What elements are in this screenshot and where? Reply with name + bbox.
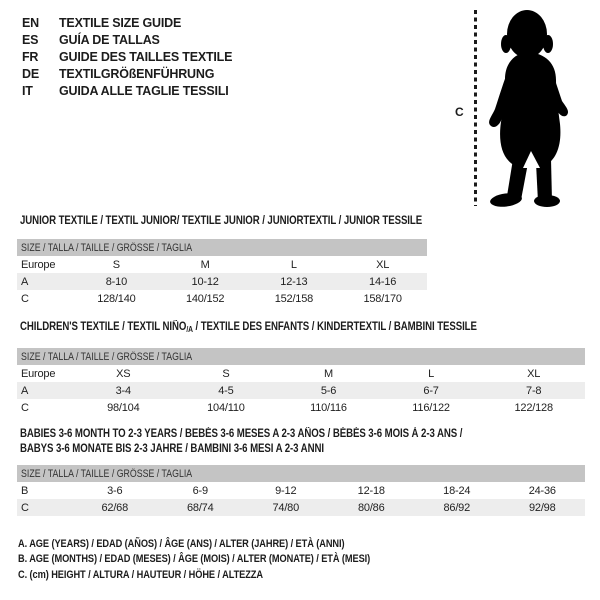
size-cell: 12-18	[357, 484, 385, 497]
size-cell: 140/152	[185, 292, 225, 305]
row-label: A	[17, 273, 72, 290]
footnote-a: A. AGE (YEARS) / EDAD (AÑOS) / ÂGE (ANS) / ALTER (JAHRE) / ETÀ (ANNI)	[18, 538, 345, 550]
size-cell: 128/140	[97, 292, 136, 305]
table-row-age	[17, 382, 585, 399]
size-cell: 3-6	[107, 484, 123, 497]
language-code: IT	[22, 83, 33, 98]
language-code: ES	[22, 32, 39, 47]
size-cell: 12-13	[250, 273, 339, 290]
size-cell: 9-12	[275, 484, 297, 497]
size-cell: M	[200, 258, 210, 271]
row-label: Europe	[21, 258, 56, 271]
size-cell: 80/86	[329, 499, 415, 516]
junior-size-table	[17, 239, 427, 307]
size-cell: 5-6	[277, 382, 380, 399]
language-row-en	[22, 15, 232, 32]
language-row-fr	[22, 49, 232, 66]
size-cell: 18-24	[443, 484, 471, 497]
size-cell: 152/158	[274, 292, 314, 305]
size-cell: S	[222, 367, 230, 380]
language-label: GUÍA DE TALLAS	[59, 32, 160, 47]
row-label: C	[17, 499, 72, 516]
babies-section-title	[20, 427, 462, 457]
size-cell: 92/98	[500, 499, 586, 516]
table-row-height	[17, 499, 585, 516]
language-list	[22, 15, 232, 100]
language-row-es	[22, 32, 232, 49]
size-cell: 62/68	[72, 499, 158, 516]
children-size-table	[17, 348, 585, 416]
babies-title-line1: BABIES 3-6 MONTH TO 2-3 YEARS / BEBÉS 3-6 MESES A 2-3 AÑOS / BÉBÉS 3-6 MOIS À 2-3 ANS /	[20, 428, 463, 440]
size-header-label: SIZE / TALLA / TAILLE / GRÖSSE / TAGLIA	[21, 350, 193, 363]
size-cell: 104/110	[207, 401, 245, 414]
size-cell: L	[290, 258, 297, 271]
size-cell: L	[428, 367, 435, 380]
table-row-months	[17, 482, 585, 499]
size-header-label: SIZE / TALLA / TAILLE / GRÖSSE / TAGLIA	[21, 467, 193, 480]
table-row-europe	[17, 365, 585, 382]
size-header-bar	[17, 348, 585, 365]
table-header-row	[17, 348, 585, 365]
children-title-suffix: / TEXTILE DES ENFANTS / KINDERTEXTIL / BAMBINI TESSILE	[192, 321, 477, 333]
language-code: FR	[22, 49, 39, 64]
babies-size-table	[17, 465, 585, 516]
table-header-row	[17, 465, 585, 482]
size-cell: 74/80	[243, 499, 329, 516]
language-row-de	[22, 66, 232, 83]
footnote-b: B. AGE (MONTHS) / EDAD (MESES) / ÂGE (MOIS) / ALTER (MONATE) / ETÀ (MESI)	[18, 553, 371, 566]
size-cell: S	[112, 258, 120, 271]
table-header-row	[17, 239, 427, 256]
table-row-europe	[17, 256, 427, 273]
size-cell: 6-7	[380, 382, 483, 399]
footnote-c: C. (cm) HEIGHT / ALTURA / HAUTEUR / HÖHE / ALTEZZA	[18, 568, 263, 581]
table-row-height	[17, 399, 585, 416]
size-cell: 3-4	[72, 382, 175, 399]
language-label: TEXTILE SIZE GUIDE	[59, 16, 182, 30]
size-cell: 8-10	[72, 273, 161, 290]
size-cell: 6-9	[192, 484, 208, 497]
size-cell: 24-36	[528, 484, 556, 497]
size-cell: 86/92	[414, 499, 500, 516]
size-header-label: SIZE / TALLA / TAILLE / GRÖSSE / TAGLIA	[21, 241, 193, 254]
language-label: GUIDE DES TAILLES TEXTILE	[59, 49, 233, 64]
baby-silhouette-icon	[484, 4, 598, 208]
language-code: DE	[22, 66, 39, 81]
size-cell: 68/74	[158, 499, 244, 516]
row-label: B	[21, 484, 29, 497]
babies-title-line2: BABYS 3-6 MONATE BIS 2-3 JAHRE / BAMBINI 3-6 MESI A 2-3 ANNI	[20, 443, 324, 455]
language-label: GUIDA ALLE TAGLIE TESSILI	[59, 83, 229, 98]
row-label: A	[17, 382, 72, 399]
size-cell: XS	[116, 367, 131, 380]
size-header-bar	[17, 465, 585, 482]
size-cell: XL	[527, 367, 541, 380]
size-cell: 98/104	[107, 401, 140, 414]
children-title-subscript: /A	[186, 325, 193, 334]
footnotes	[18, 537, 370, 583]
size-cell: 10-12	[161, 273, 250, 290]
table-row-height	[17, 290, 427, 307]
table-row-age	[17, 273, 427, 290]
row-label: C	[21, 292, 29, 305]
language-row-it	[22, 83, 232, 100]
size-cell: 116/122	[412, 401, 450, 414]
size-cell: 14-16	[338, 273, 427, 290]
size-cell: 7-8	[482, 382, 585, 399]
children-title-prefix: CHILDREN'S TEXTILE / TEXTIL NIÑO	[20, 321, 187, 333]
size-cell: 4-5	[175, 382, 278, 399]
language-label: TEXTILGRÖßENFÜHRUNG	[59, 66, 215, 81]
junior-section-title: JUNIOR TEXTILE / TEXTIL JUNIOR/ TEXTILE JUNIOR / JUNIORTEXTIL / JUNIOR TESSILE	[20, 215, 423, 227]
height-dashed-line	[474, 10, 477, 206]
size-cell: M	[324, 367, 333, 380]
size-cell: 122/128	[514, 401, 553, 414]
language-code: EN	[22, 16, 39, 30]
size-cell: XL	[376, 258, 390, 271]
size-cell: 158/170	[363, 292, 402, 305]
row-label: Europe	[21, 367, 56, 380]
baby-silhouette	[484, 4, 598, 213]
size-cell: 110/116	[310, 401, 347, 414]
height-label-c: C	[455, 105, 464, 119]
size-header-bar	[17, 239, 427, 256]
children-section-title	[20, 321, 477, 333]
row-label: C	[21, 401, 29, 414]
